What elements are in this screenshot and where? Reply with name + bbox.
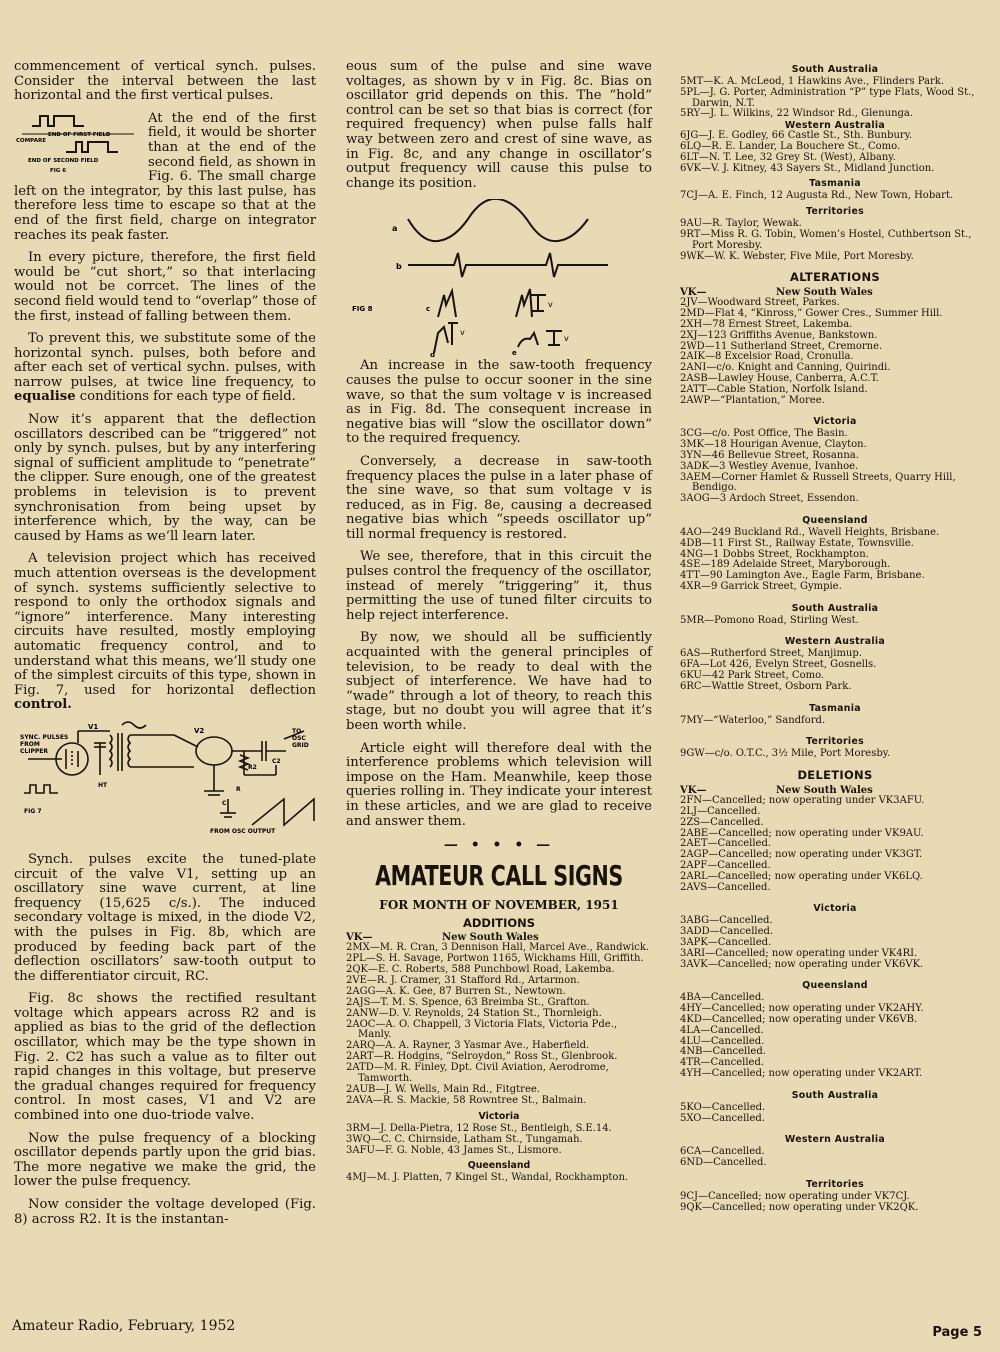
additions-heading: ADDITIONS (462, 916, 536, 931)
entry-list (680, 993, 990, 1079)
call-sign-entry: 2AUB—J. W. Wells, Main Rd., Fitgtree. (346, 1083, 540, 1095)
bold-run: control. (14, 697, 72, 713)
call-sign-entry: 4XR—9 Garrick Street, Gympie. (680, 580, 842, 592)
call-sign-entry: 3CG—c/o. Post Office, The Basin. (680, 428, 848, 440)
fig-6-diagram (14, 112, 142, 176)
paragraph: Now the pulse frequency of a blocking oscillator depends partly upon the grid bias. The more negative we make the grid, the lower the pulse frequency. (14, 1130, 316, 1190)
call-sign-entry: 3AFU—F. G. Noble, 43 James St., Lismore. (346, 1144, 562, 1156)
call-sign-entry: 5XO—Cancelled. (680, 1112, 765, 1124)
call-sign-entry: 9WK—W. K. Webster, Five Mile, Port Moresby. (680, 250, 914, 262)
alterations-heading: ALTERATIONS (790, 270, 880, 285)
call-sign-entry: 5MR—Pomono Road, Stirling West. (680, 614, 859, 626)
fig6-top-label: END OF FIRST FIELD (48, 131, 111, 138)
fig7-r2-label: R2 (248, 763, 257, 771)
call-sign-entry: 6AS—Rutherford Street, Manjimup. (680, 648, 862, 660)
region-heading: Tasmania (809, 178, 861, 190)
call-sign-entry: 2ATD—M. R. Finley, Dpt. Civil Aviation, Aerodrome, Tamworth. (346, 1062, 609, 1085)
region-heading: South Australia (791, 1089, 879, 1101)
call-sign-entry: 6LQ—R. E. Lander, La Bouchere St., Como. (680, 140, 901, 152)
fig7-from-osc-label: FROM OSC OUTPUT (210, 827, 276, 835)
fig6-compare-label: COMPARE (16, 137, 46, 144)
fig7-grid-label: GRID (292, 741, 309, 749)
call-sign-entry: 6FA—Lot 426, Evelyn Street, Gosnells. (680, 659, 877, 671)
page-number: Page 5 (932, 1325, 982, 1340)
paragraph (14, 332, 316, 405)
call-sign-entry: 9AU—R. Taylor, Wewak. (680, 218, 802, 230)
fig7-number: FIG 7 (24, 807, 42, 815)
call-signs-subtitle: FOR MONTH OF NOVEMBER, 1951 (379, 898, 619, 913)
entry-list (680, 528, 990, 593)
paragraph: Article eight will therefore deal with the interference problems which television will impose on the Ham. Meanwhile, keep those queries rolling in. They indicate your interest in these articles, and we are glad to receive and answer them. (346, 740, 652, 829)
call-sign-entry: 5PL—J. G. Porter, Administration “P” type Flats, Wood St., Darwin, N.T. (680, 86, 975, 109)
region-heading: Territories (806, 736, 864, 748)
paragraph: Now consider the voltage developed (Fig. 8) across R2. It is the instantan- (14, 1197, 316, 1227)
region-heading: New South Wales (776, 785, 873, 797)
entry-list (680, 191, 990, 202)
call-sign-entry: 2ART—R. Hodgins, “Selroydon,” Ross St., Glenbrook. (346, 1051, 618, 1063)
call-sign-entry: 2XJ—123 Griffiths Avenue, Bankstown. (680, 329, 878, 341)
call-sign-entry: 9RT—Miss R. G. Tobin, Women’s Hostel, Cuthbertson St., Port Moresby. (680, 228, 972, 251)
call-sign-entry: 4HY—Cancelled; now operating under VK2AHY. (680, 1003, 924, 1015)
fig8-label-e: e (512, 349, 517, 358)
call-sign-entry: 6ND—Cancelled. (680, 1157, 767, 1169)
entry-list (680, 1192, 990, 1214)
call-sign-entry: 3ADK—3 Westley Avenue, Ivanhoe. (680, 460, 859, 472)
entry-list (346, 943, 652, 1107)
call-sign-entry: 2PL—S. H. Savage, Portwon 1165, Wickhams Hill, Griffith. (346, 953, 644, 965)
fig8-label-v2: v (460, 328, 465, 338)
fig6-bottom-label: END OF SECOND FIELD (28, 157, 99, 164)
call-sign-entry: 2AOC—A. O. Chappell, 3 Victoria Flats, Victoria Pde., Manly. (346, 1018, 618, 1041)
call-sign-entry: 5MT—K. A. McLeod, 1 Hawkins Ave., Flinders Park. (680, 76, 945, 87)
entry-list (680, 1147, 990, 1169)
call-sign-entry: 9GW—c/o. O.T.C., 3½ Mile, Port Moresby. (680, 748, 891, 760)
text-run: A television project which has received much attention overseas is the development of synch. systems sufficiently selective to respond to only the orthodox signals and “ignore” interference. Many interesting circuits have resulted, mostly employing automatic frequency control, and to understand what this means, we’ll study one of the simplest circuits of this type, shown in Fig. 7, used for horizontal deflection (14, 551, 316, 698)
entry-list (680, 298, 990, 406)
fig8-label-c: c (426, 305, 431, 314)
call-sign-entry: 5KO—Cancelled. (680, 1101, 766, 1113)
text-run: conditions for each type of field. (75, 389, 296, 405)
fig8-label-a: a (392, 224, 398, 234)
paragraph: Conversely, a decrease in saw-tooth frequency places the pulse in a later phase of the sine wave, so that sum voltage v is reduced, as in Fig. 8e, causing a decreased negative bias which “speeds oscillator up” till normal frequency is restored. (346, 453, 652, 542)
text-run: To prevent this, we substitute some of the horizontal synch. pulses, both before and after each set of vertical sychn. pulses, with narrow pulses, at twice line frequency, to (14, 331, 316, 390)
call-sign-entry: 3WQ—C. C. Chirnside, Latham St., Tungamah. (346, 1133, 583, 1145)
call-sign-entry: 4DB—11 First St., Railway Estate, Townsville. (680, 537, 914, 549)
call-sign-entry: 6RC—Wattle Street, Osborn Park. (680, 680, 852, 692)
entry-list (680, 916, 990, 970)
call-sign-entry: 3AVK—Cancelled; now operating under VK6VK. (680, 958, 924, 970)
column-1 (14, 60, 316, 1235)
call-sign-entry: 2ABE—Cancelled; now operating under VK9AU. (680, 827, 924, 839)
call-sign-entry: 2MD—Flat 4, “Kinross,” Gower Cres., Summer Hill. (680, 308, 943, 320)
vk-prefix: VK— (680, 785, 707, 797)
call-sign-entry: 9QK—Cancelled; now operating under VK2QK. (680, 1201, 919, 1213)
column-3 (680, 64, 990, 1214)
call-sign-entry: 2AIK—8 Excelsior Road, Cronulla. (680, 351, 854, 363)
call-sign-entry: 4KD—Cancelled; now operating under VK6VB. (680, 1014, 918, 1026)
call-sign-entry: 2AGP—Cancelled; now operating under VK3GT. (680, 849, 923, 861)
entry-list (680, 616, 990, 627)
entry-list (680, 649, 990, 692)
call-sign-entry: 2AVS—Cancelled. (680, 881, 771, 893)
paragraph: Synch. pulses excite the tuned-plate circuit of the valve V1, setting up an oscillatory sine wave current, at line frequency (15,625 c/s.). The induced secondary voltage is mixed, in the diode V2, with the pulses in Fig. 8b, which are produced by feeding back part of the deflection oscillators’ saw-tooth output to the differentiator circuit, RC. (14, 851, 316, 984)
call-sign-entry: 4NB—Cancelled. (680, 1046, 766, 1058)
entry-list (680, 1103, 990, 1125)
call-sign-entry: 2ATT—Cable Station, Norfolk Island. (680, 383, 868, 395)
call-sign-entry: 3ABG—Cancelled. (680, 915, 773, 927)
footer-publication: Amateur Radio, February, 1952 (12, 1318, 236, 1334)
call-sign-entry: 6VK—V. J. Kitney, 43 Sayers St., Midland Junction. (680, 162, 935, 174)
entry-list (680, 219, 990, 262)
fig7-c2-label: C2 (272, 757, 281, 765)
paragraph: Now it’s apparent that the deflection oscillators described can be “triggered” not only by synch. pulses, but by any interfering signal of sufficient amplitude to “penetrate” the clipper. Sure enough, one of the greatest problems in television is to prevent synchronisation from being upset by interference which, by the way, can be caused by Hams as we’ll learn later. (14, 412, 316, 544)
call-sign-entry: 3ARI—Cancelled; now operating under VK4RI. (680, 947, 918, 959)
region-heading: South Australia (791, 64, 879, 75)
call-signs-section (346, 859, 652, 1184)
region-heading: Victoria (813, 416, 857, 428)
entry-list (680, 77, 990, 120)
fig-7-circuit (14, 721, 316, 837)
call-sign-entry: 4BA—Cancelled. (680, 992, 765, 1004)
call-sign-entry: 2ZS—Cancelled. (680, 816, 764, 828)
call-sign-entry: 2XH—78 Ernest Street, Lakemba. (680, 318, 853, 330)
section-separator: — • • • — (443, 837, 555, 854)
region-heading: New South Wales (442, 932, 539, 944)
call-sign-entry: 4MJ—M. J. Platten, 7 Kingel St., Wandal, Rockhampton. (346, 1172, 629, 1184)
call-sign-entry: 2VE—R. J. Cramer, 31 Stafford Rd., Artarmon. (346, 974, 580, 986)
call-sign-entry: 3MK—18 Hourigan Avenue, Clayton. (680, 439, 867, 451)
deletions-heading: DELETIONS (797, 768, 873, 783)
call-sign-entry: 7MY—“Waterloo,” Sandford. (680, 714, 826, 726)
call-sign-entry: 3AEM—Corner Hamlet & Russell Streets, Quarry Hill, Bendigo. (680, 471, 956, 494)
fig7-ht-label: HT (98, 781, 108, 789)
paragraph: Fig. 8c shows the rectified resultant voltage which appears across R2 and is applied as bias to the grid of the deflection oscillator, which may be the type shown in Fig. 2. C2 has such a value as to filter out rapid changes in this voltage, but preserve the gradual changes required for frequency control. In most cases, V1 and V2 are combined into one duo-triode valve. (14, 991, 316, 1124)
fig7-r-label: R (236, 785, 241, 793)
fig7-sync-label: SYNC. PULSES (20, 733, 69, 741)
fig7-clipper-label: CLIPPER (20, 747, 48, 755)
call-sign-entry: 2AJS—T. M. S. Spence, 63 Breimba St., Grafton. (346, 996, 590, 1008)
entry-list (680, 131, 990, 174)
call-sign-entry: 6CA—Cancelled. (680, 1146, 765, 1158)
call-sign-entry: 2QK—E. C. Roberts, 588 Punchbowl Road, Lakemba. (346, 963, 615, 975)
fig7-to-label: TO (292, 727, 302, 735)
call-sign-entry: 4SE—189 Adelaide Street, Maryborough. (680, 559, 891, 571)
paragraph: eous sum of the pulse and sine wave voltages, as shown by v in Fig. 8c. Bias on oscillator grid depends on this. The “hold” control can be set so that bias is correct (for required frequency) when pulse falls half way between zero and crest of sine wave, as in Fig. 8c, and any change in oscillator’s output frequency will cause this pulse to change its position. (346, 59, 652, 191)
call-sign-entry: 4AO—249 Buckland Rd., Wavell Heights, Brisbane. (680, 526, 940, 538)
call-sign-entry: 3APK—Cancelled. (680, 937, 772, 949)
paragraph: We see, therefore, that in this circuit the pulses control the frequency of the oscillator, instead of merely “triggering” it, thus permitting the use of tuned filter circuits to help reject interference. (346, 549, 652, 623)
call-sign-entry: 4YH—Cancelled; now operating under VK2ART. (680, 1068, 923, 1079)
region-heading: Queensland (802, 514, 868, 526)
call-sign-entry: 2APF—Cancelled. (680, 860, 771, 872)
fig7-c-label: C (222, 799, 227, 807)
call-sign-entry: 4TT—90 Lamington Ave., Eagle Farm, Brisbane. (680, 570, 925, 582)
call-sign-entry: 4NG—1 Dobbs Street, Rockhampton. (680, 548, 869, 560)
call-sign-entry: 2FN—Cancelled; now operating under VK3AFU. (680, 795, 925, 807)
region-heading: New South Wales (776, 287, 873, 299)
call-sign-entry: 3YN—46 Bellevue Street, Rosanna. (680, 449, 859, 461)
region-heading: Victoria (813, 903, 857, 915)
fig7-v2-label: V2 (194, 726, 205, 735)
fig7-osc-label: OSC (292, 734, 306, 742)
call-sign-entry: 4LU—Cancelled. (680, 1035, 765, 1047)
call-sign-entry: 4LA—Cancelled. (680, 1024, 764, 1036)
region-heading: Territories (806, 1178, 864, 1190)
paragraph: At the end of the first field, it would be shorter than at the end of the second field, as shown in Fig. 6. The small charge left on the integrator, by this last pulse, has therefore less time to escape so that at the end of the first field, charge on integrator reaches its peak faster. (14, 111, 316, 243)
call-sign-entry: 2AVA—R. S. Mackie, 58 Rowntree St., Balmain. (346, 1094, 587, 1106)
call-sign-entry: 4TR—Cancelled. (680, 1057, 765, 1069)
call-sign-entry: 2ARQ—A. A. Rayner, 3 Yasmar Ave., Haberfield. (346, 1040, 590, 1052)
column-2 (346, 60, 652, 1184)
entry-list (680, 716, 990, 727)
call-sign-entry: 2MX—M. R. Cran, 3 Dennison Hall, Marcel Ave., Randwick. (346, 942, 650, 954)
region-heading: Western Australia (784, 1134, 886, 1146)
fig8-label-b: b (396, 262, 402, 272)
call-sign-entry: 2ANI—c/o. Knight and Canning, Quirindi. (680, 362, 891, 374)
fig8-number: FIG 8 (352, 305, 373, 314)
paragraph: In every picture, therefore, the first field would be “cut short,” so that interlacing would not be corrcet. The lines of the second field would tend to “overlap” those of the first, instead of falling between them. (14, 250, 316, 324)
call-sign-entry: 2AWP—“Plantation,” Moree. (680, 394, 825, 406)
paragraph: commencement of vertical synch. pulses. Consider the interval between the last horizontal and the first vertical pulses. (14, 59, 316, 104)
fig6-number: FIG 6 (50, 167, 67, 174)
call-sign-entry: 2AGG—A. K. Gee, 87 Burren St., Newtown. (346, 985, 566, 997)
call-sign-entry: 7CJ—A. E. Finch, 12 Augusta Rd., New Town, Hobart. (680, 190, 954, 202)
fig8-label-v3: v (564, 334, 569, 344)
region-heading: Western Australia (784, 120, 886, 132)
call-sign-entry: 5RY—J. L. Wilkins, 22 Windsor Rd., Glenunga. (680, 108, 914, 120)
fig7-from-label: FROM (20, 740, 40, 748)
call-sign-entry: 9CJ—Cancelled; now operating under VK7CJ. (680, 1190, 910, 1202)
fig6-wrap (14, 112, 316, 251)
call-sign-entry: 3ADD—Cancelled. (680, 926, 774, 938)
call-sign-entry: 2ARL—Cancelled; now operating under VK6LQ. (680, 870, 923, 882)
entry-list (680, 429, 990, 505)
call-sign-entry: 3RM—J. Della-Pietra, 12 Rose St., Bentleigh, S.E.14. (346, 1122, 612, 1134)
call-sign-entry: 2LJ—Cancelled. (680, 806, 761, 818)
call-sign-entry: 2ANW—D. V. Reynolds, 24 Station St., Thornleigh. (346, 1007, 602, 1019)
call-sign-entry: 3AOG—3 Ardoch Street, Essendon. (680, 493, 859, 505)
call-sign-entry: 6KU—42 Park Street, Como. (680, 670, 825, 682)
call-sign-entry: 2ASB—Lawley House, Canberra, A.C.T. (680, 372, 879, 384)
call-sign-entry: 2JV—Woodward Street, Parkes. (680, 297, 840, 309)
entry-list (680, 749, 990, 760)
bold-run: equalise (14, 389, 76, 405)
entry-list (346, 1173, 652, 1184)
region-heading: Victoria (478, 1110, 520, 1122)
region-heading: Tasmania (809, 702, 861, 714)
call-sign-entry: 2WD—11 Sutherland Street, Cremorne. (680, 340, 883, 352)
vk-prefix: VK— (680, 287, 707, 299)
region-heading: Western Australia (784, 636, 886, 648)
fig-8-waveforms (346, 199, 652, 359)
call-sign-entry: 6LT—N. T. Lee, 32 Grey St. (West), Albany. (680, 151, 896, 163)
vk-prefix: VK— (346, 932, 373, 944)
fig8-label-v1: v (548, 300, 553, 310)
fig8-label-d: d (430, 351, 436, 360)
paragraph (14, 552, 316, 713)
call-sign-entry: 2AET—Cancelled. (680, 838, 772, 850)
entry-list (680, 796, 990, 893)
region-heading: Queensland (467, 1160, 531, 1172)
region-heading: South Australia (791, 602, 879, 614)
fig7-v1-label: V1 (88, 722, 99, 731)
paragraph: By now, we should all be sufficiently acquainted with the general principles of television, to be ready to deal with the subject of interference. We have had to “wade” through a lot of theory, to reach this stage, but no doubt you will agree that it’s been worth while. (346, 630, 652, 733)
region-heading: Territories (806, 206, 864, 218)
call-signs-title: AMATEUR CALL SIGNS (375, 859, 623, 893)
entry-list (346, 1124, 652, 1157)
call-sign-entry: 6JG—J. E. Godley, 66 Castle St., Sth. Bunbury. (680, 130, 913, 142)
region-heading: Queensland (802, 980, 868, 992)
paragraph: An increase in the saw-tooth frequency causes the pulse to occur sooner in the sine wave, so that the sum voltage v is increased as in Fig. 8d. The consequent increase in negative bias will “slow the oscillator down” to the required frequency. (346, 358, 652, 447)
